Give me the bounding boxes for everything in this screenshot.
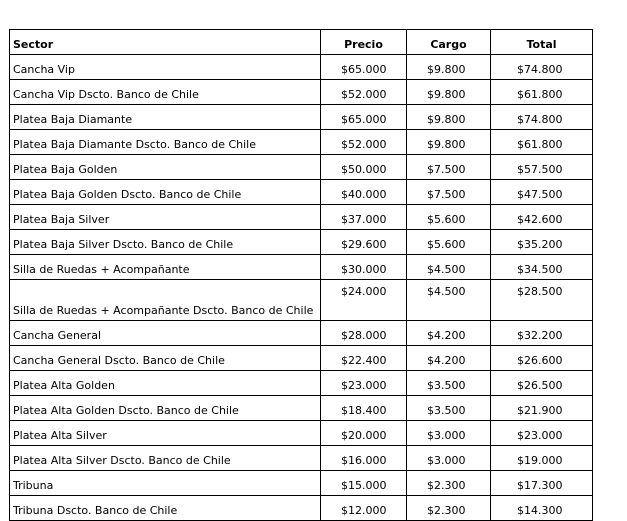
cell-precio: $52.000	[321, 130, 407, 155]
table-row	[10, 321, 593, 346]
cell-cargo: $9.800	[407, 105, 491, 130]
cell-total: $47.500	[491, 180, 593, 205]
cell-total: $19.000	[491, 446, 593, 471]
cell-precio: $24.000	[321, 280, 407, 321]
cell-total: $35.200	[491, 230, 593, 255]
table-row	[10, 421, 593, 446]
cell-total: $21.900	[491, 396, 593, 421]
cell-cargo: $5.600	[407, 205, 491, 230]
cell-cargo: $4.500	[407, 280, 491, 321]
table-row	[10, 105, 593, 130]
cell-total: $57.500	[491, 155, 593, 180]
cell-cargo: $4.500	[407, 255, 491, 280]
cell-cargo: $2.300	[407, 496, 491, 521]
header-sector: Sector	[10, 30, 321, 55]
header-precio: Precio	[321, 30, 407, 55]
cell-sector: Platea Baja Golden	[10, 155, 321, 180]
cell-precio: $65.000	[321, 55, 407, 80]
cell-precio: $22.400	[321, 346, 407, 371]
cell-cargo: $2.300	[407, 471, 491, 496]
cell-precio: $50.000	[321, 155, 407, 180]
cell-sector: Tribuna	[10, 471, 321, 496]
cell-cargo: $3.000	[407, 446, 491, 471]
cell-cargo: $4.200	[407, 346, 491, 371]
cell-sector: Platea Baja Golden Dscto. Banco de Chile	[10, 180, 321, 205]
table-row	[10, 230, 593, 255]
table-row	[10, 496, 593, 521]
cell-precio: $29.600	[321, 230, 407, 255]
cell-precio: $52.000	[321, 80, 407, 105]
table-row	[10, 255, 593, 280]
table-row	[10, 80, 593, 105]
cell-cargo: $7.500	[407, 180, 491, 205]
cell-precio: $15.000	[321, 471, 407, 496]
cell-cargo: $7.500	[407, 155, 491, 180]
cell-total: $61.800	[491, 80, 593, 105]
table-row	[10, 180, 593, 205]
cell-precio: $23.000	[321, 371, 407, 396]
cell-sector: Cancha Vip	[10, 55, 321, 80]
table-row	[10, 396, 593, 421]
cell-cargo: $3.500	[407, 371, 491, 396]
cell-cargo: $5.600	[407, 230, 491, 255]
table-row	[10, 205, 593, 230]
cell-total: $23.000	[491, 421, 593, 446]
cell-precio: $30.000	[321, 255, 407, 280]
cell-cargo: $9.800	[407, 55, 491, 80]
cell-sector: Cancha General	[10, 321, 321, 346]
cell-cargo: $9.800	[407, 130, 491, 155]
cell-precio: $65.000	[321, 105, 407, 130]
price-table	[9, 29, 593, 521]
cell-total: $32.200	[491, 321, 593, 346]
cell-precio: $16.000	[321, 446, 407, 471]
header-total: Total	[491, 30, 593, 55]
cell-precio: $28.000	[321, 321, 407, 346]
cell-total: $17.300	[491, 471, 593, 496]
table-row	[10, 130, 593, 155]
cell-precio: $20.000	[321, 421, 407, 446]
cell-cargo: $4.200	[407, 321, 491, 346]
table-row	[10, 346, 593, 371]
table-row	[10, 446, 593, 471]
cell-sector: Platea Alta Silver Dscto. Banco de Chile	[10, 446, 321, 471]
cell-precio: $18.400	[321, 396, 407, 421]
cell-precio: $12.000	[321, 496, 407, 521]
cell-sector: Platea Alta Golden Dscto. Banco de Chile	[10, 396, 321, 421]
cell-cargo: $3.000	[407, 421, 491, 446]
cell-sector: Platea Baja Diamante Dscto. Banco de Chile	[10, 130, 321, 155]
cell-sector: Silla de Ruedas + Acompañante Dscto. Banco de Chile	[10, 280, 321, 321]
cell-sector: Silla de Ruedas + Acompañante	[10, 255, 321, 280]
header-cargo: Cargo	[407, 30, 491, 55]
cell-total: $34.500	[491, 255, 593, 280]
cell-total: $61.800	[491, 130, 593, 155]
cell-sector: Cancha General Dscto. Banco de Chile	[10, 346, 321, 371]
cell-sector: Platea Baja Diamante	[10, 105, 321, 130]
table-row	[10, 155, 593, 180]
cell-precio: $40.000	[321, 180, 407, 205]
cell-total: $26.600	[491, 346, 593, 371]
cell-precio: $37.000	[321, 205, 407, 230]
cell-sector: Platea Alta Golden	[10, 371, 321, 396]
cell-total: $28.500	[491, 280, 593, 321]
cell-sector: Platea Baja Silver Dscto. Banco de Chile	[10, 230, 321, 255]
cell-total: $74.800	[491, 105, 593, 130]
cell-total: $26.500	[491, 371, 593, 396]
cell-cargo: $3.500	[407, 396, 491, 421]
table-row	[10, 280, 593, 321]
cell-sector: Tribuna Dscto. Banco de Chile	[10, 496, 321, 521]
table-row	[10, 371, 593, 396]
table-row	[10, 471, 593, 496]
cell-total: $14.300	[491, 496, 593, 521]
cell-sector: Platea Alta Silver	[10, 421, 321, 446]
table-header-row	[10, 30, 593, 55]
cell-cargo: $9.800	[407, 80, 491, 105]
table-row	[10, 55, 593, 80]
cell-sector: Platea Baja Silver	[10, 205, 321, 230]
cell-sector: Cancha Vip Dscto. Banco de Chile	[10, 80, 321, 105]
cell-total: $74.800	[491, 55, 593, 80]
cell-total: $42.600	[491, 205, 593, 230]
